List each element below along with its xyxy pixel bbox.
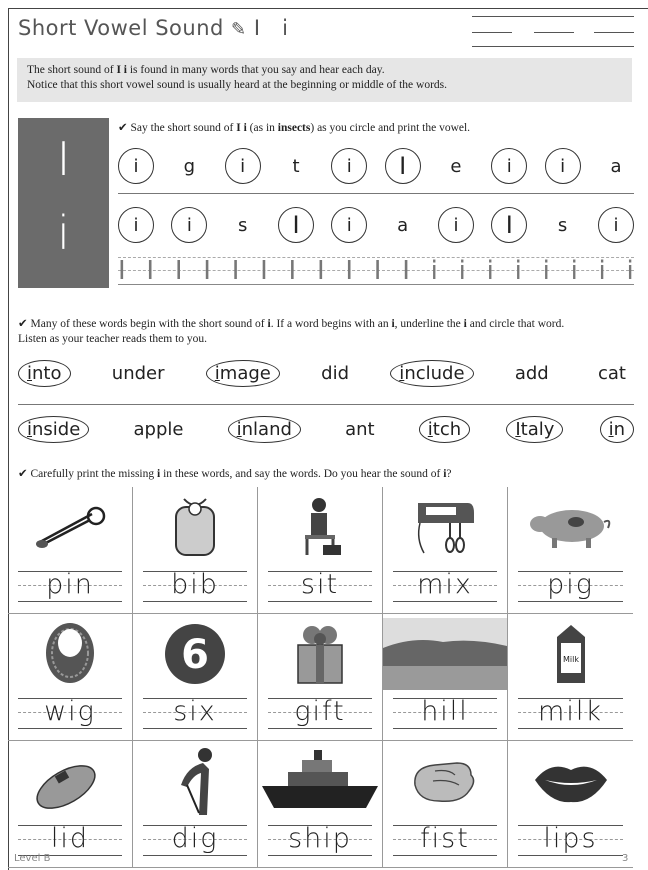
- letter-choice[interactable]: i: [171, 207, 207, 243]
- picture-cell-six: [133, 614, 258, 741]
- trace-letter: i: [626, 256, 634, 286]
- underlined-letter: I: [515, 419, 521, 440]
- pig-icon: [508, 491, 633, 563]
- letter-choice[interactable]: a: [397, 214, 409, 236]
- letter-row-1: [118, 148, 634, 184]
- word-rest: apple: [133, 419, 184, 440]
- letter-choice[interactable]: g: [183, 155, 196, 177]
- section2-instruction-line-1: ✔ Many of these words begin with the short sound of i. If a word begins with an i, underline the i and circle that word.: [18, 318, 565, 330]
- picture-cell-milk: [508, 614, 633, 741]
- handwriting-word[interactable]: [393, 696, 497, 734]
- trace-letter: I: [260, 256, 268, 286]
- letter-row-2: [118, 207, 634, 243]
- trace-letter: i: [430, 256, 438, 286]
- letter-choice[interactable]: i: [118, 207, 154, 243]
- word-rest: nland: [241, 419, 292, 440]
- word-rest: tch: [432, 419, 462, 440]
- letter-choice[interactable]: s: [557, 214, 568, 236]
- safety-pin-icon: [8, 491, 132, 563]
- word-choice[interactable]: [18, 360, 71, 387]
- picture-cell-pig: [508, 487, 633, 614]
- trace-letter: i: [458, 256, 466, 286]
- handwriting-word[interactable]: [518, 696, 623, 734]
- title-lower: i: [282, 16, 289, 40]
- letter-choice[interactable]: i: [491, 148, 527, 184]
- word-choice[interactable]: [125, 417, 191, 442]
- letter-choice[interactable]: s: [237, 214, 248, 236]
- underlined-letter: i: [27, 363, 33, 384]
- trace-letter: I: [402, 256, 410, 286]
- word-text: lips: [543, 823, 598, 854]
- trace-letter: I: [373, 256, 382, 286]
- word-rest: nside: [32, 419, 81, 440]
- intro-line-2: Notice that this short vowel sound is usually heard at the beginning or middle of the words.: [27, 79, 447, 91]
- section3-instruction: ✔ Carefully print the missing i in these words, and say the words. Do you hear the sound of i?: [18, 468, 452, 480]
- word-choice[interactable]: [228, 416, 301, 443]
- picture-cell-mix: [383, 487, 508, 614]
- trace-letter: I: [316, 256, 325, 286]
- picture-cell-hill: [383, 614, 508, 741]
- lid-icon: [8, 745, 132, 817]
- trace-row[interactable]: [118, 255, 634, 287]
- title-text: Short Vowel Sound: [18, 16, 224, 40]
- word-rest: add: [514, 363, 549, 384]
- picture-cell-fist: [383, 741, 508, 868]
- section1-instruction: ✔ Say the short sound of I i (as in insects) as you circle and print the vowel.: [118, 122, 471, 134]
- word-choice[interactable]: [313, 361, 357, 386]
- picture-cell-pin: [8, 487, 133, 614]
- word-choice[interactable]: [18, 416, 89, 443]
- hill-icon: [383, 618, 507, 690]
- underlined-letter: i: [236, 419, 242, 440]
- ship-icon: [258, 745, 382, 817]
- word-text: ship: [288, 823, 352, 854]
- word-row-2: [18, 416, 634, 443]
- trace-letter: i: [514, 256, 522, 286]
- name-lines[interactable]: [472, 14, 634, 48]
- title-upper: I: [253, 16, 261, 40]
- word-text: hill: [421, 696, 469, 727]
- picture-cell-gift: [258, 614, 383, 741]
- number-six-icon: [133, 618, 257, 690]
- word-rest: under: [111, 363, 165, 384]
- letter-choice[interactable]: i: [438, 207, 474, 243]
- trace-letter: i: [570, 256, 578, 286]
- word-choice[interactable]: [104, 361, 173, 386]
- picture-cell-ship: [258, 741, 383, 868]
- divider: [118, 193, 634, 194]
- word-text: pin: [46, 569, 94, 600]
- word-choice[interactable]: [419, 416, 470, 443]
- word-rest: nclude: [404, 363, 465, 384]
- milk-label: Milk: [562, 655, 579, 664]
- section2-instruction: [18, 317, 634, 347]
- handwriting-word[interactable]: [143, 696, 247, 734]
- word-text: six: [173, 696, 217, 727]
- hand-mixer-icon: [383, 491, 507, 563]
- gift-box-icon: [258, 618, 382, 690]
- intro-line-1: The short sound of I i is found in many words that you say and hear each day.: [27, 64, 385, 76]
- trace-letter: i: [486, 256, 494, 286]
- page-title: [18, 16, 288, 40]
- handwriting-word[interactable]: [18, 696, 122, 734]
- fist-icon: [383, 745, 507, 817]
- letter-choice[interactable]: e: [450, 155, 462, 177]
- underlined-letter: i: [214, 363, 220, 384]
- word-text: milk: [538, 696, 603, 727]
- handwriting-word[interactable]: [268, 569, 372, 607]
- word-text: gift: [294, 696, 346, 727]
- trace-letter: I: [203, 256, 211, 286]
- footer-level: Level B: [14, 853, 51, 864]
- handwriting-word[interactable]: [268, 696, 372, 734]
- handwriting-word[interactable]: [143, 823, 247, 861]
- wig-icon: [8, 618, 132, 690]
- picture-cell-dig: [133, 741, 258, 868]
- picture-cell-sit: [258, 487, 383, 614]
- handwriting-word[interactable]: [518, 823, 623, 861]
- word-choice[interactable]: [206, 360, 280, 387]
- word-text: sit: [300, 569, 340, 600]
- trace-letter: i: [542, 256, 550, 286]
- trace-letter: I: [231, 256, 240, 286]
- word-choice[interactable]: [337, 417, 383, 442]
- trace-letter: I: [345, 256, 354, 286]
- word-text: dig: [171, 823, 219, 854]
- milk-carton-icon: [508, 618, 633, 690]
- handwriting-word[interactable]: [18, 569, 122, 607]
- word-choice[interactable]: [600, 416, 634, 443]
- underlined-letter: i: [399, 363, 405, 384]
- word-choice[interactable]: [590, 361, 634, 386]
- word-rest: mage: [219, 363, 271, 384]
- letter-choice[interactable]: i: [225, 148, 261, 184]
- divider: [18, 404, 634, 405]
- six-numeral: 6: [181, 632, 209, 678]
- word-text: wig: [44, 696, 96, 727]
- picture-grid: [8, 487, 634, 870]
- word-choice[interactable]: [506, 416, 563, 443]
- word-rest: ant: [345, 419, 375, 440]
- trace-letter: i: [598, 256, 606, 286]
- underlined-letter: i: [27, 419, 33, 440]
- letter-choice[interactable]: i: [545, 148, 581, 184]
- letter-choice[interactable]: I: [278, 207, 314, 243]
- word-choice[interactable]: [507, 361, 557, 386]
- picture-cell-lips: [508, 741, 633, 868]
- letter-choice[interactable]: a: [610, 155, 622, 177]
- word-choice[interactable]: [390, 360, 473, 387]
- footer-page: 3: [622, 853, 629, 864]
- picture-cell-wig: [8, 614, 133, 741]
- word-text: mix: [417, 569, 473, 600]
- underlined-letter: i: [427, 419, 433, 440]
- word-text: pig: [547, 569, 594, 600]
- word-rest: nto: [32, 363, 62, 384]
- handwriting-word[interactable]: [393, 823, 497, 861]
- letter-choice[interactable]: i: [331, 207, 367, 243]
- word-rest: n: [613, 419, 625, 440]
- word-rest: taly: [520, 419, 555, 440]
- handwriting-word[interactable]: [518, 569, 623, 607]
- intro-box: [17, 58, 632, 102]
- lips-icon: [508, 745, 633, 817]
- letter-box: [18, 118, 109, 288]
- digging-man-icon: [133, 745, 257, 817]
- letter-choice[interactable]: t: [292, 155, 300, 177]
- word-rest: cat: [597, 363, 626, 384]
- letter-choice[interactable]: i: [118, 148, 154, 184]
- trace-letter: I: [174, 256, 183, 286]
- letter-lower: i: [57, 206, 70, 260]
- word-text: bib: [171, 569, 219, 600]
- trace-letter: I: [118, 256, 126, 286]
- word-rest: did: [321, 363, 350, 384]
- letter-choice[interactable]: I: [385, 148, 421, 184]
- word-text: fist: [420, 823, 470, 854]
- trace-letter: I: [146, 256, 155, 286]
- girl-sitting-icon: [258, 491, 382, 563]
- handwriting-word[interactable]: [268, 823, 372, 861]
- pencil-icon: ✎: [231, 19, 247, 40]
- letter-choice[interactable]: i: [598, 207, 634, 243]
- trace-letter: I: [288, 256, 297, 286]
- letter-choice[interactable]: I: [491, 207, 527, 243]
- section2-instruction-line-2: Listen as your teacher reads them to you.: [18, 333, 208, 345]
- word-text: lid: [50, 823, 90, 854]
- handwriting-word[interactable]: [143, 569, 247, 607]
- underlined-letter: i: [608, 419, 614, 440]
- picture-cell-lid: [8, 741, 133, 868]
- word-row-1: [18, 360, 634, 387]
- letter-upper: I: [56, 132, 71, 186]
- handwriting-word[interactable]: [393, 569, 497, 607]
- letter-choice[interactable]: i: [331, 148, 367, 184]
- picture-cell-bib: [133, 487, 258, 614]
- bib-icon: [133, 491, 257, 563]
